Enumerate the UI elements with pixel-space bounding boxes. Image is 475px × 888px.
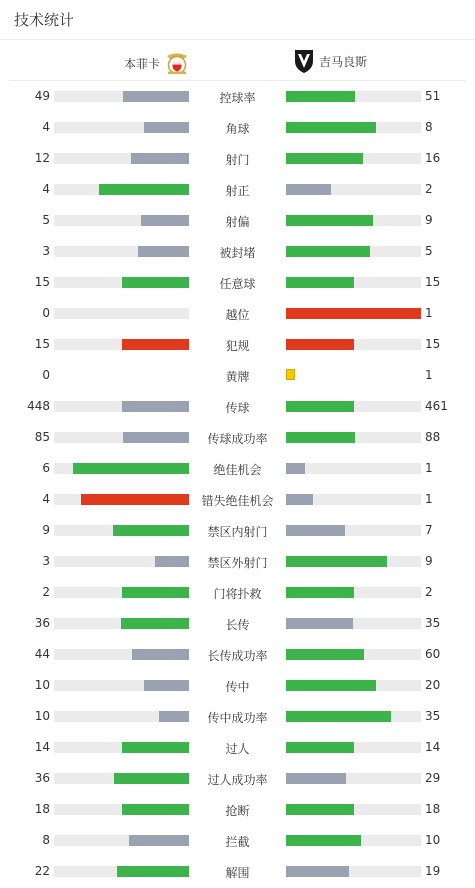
stat-label: 门将扑救 — [213, 587, 262, 601]
home-value: 9 — [42, 523, 50, 537]
home-value: 6 — [42, 461, 50, 475]
away-bar-fill — [286, 401, 354, 412]
away-bar-track — [286, 649, 421, 660]
away-value: 29 — [425, 771, 441, 785]
away-bar-fill — [286, 835, 361, 846]
away-value: 14 — [425, 740, 441, 754]
team-header — [9, 40, 466, 81]
away-bar-fill — [286, 246, 370, 257]
away-bar-fill — [286, 339, 354, 350]
away-value: 2 — [425, 585, 433, 599]
stat-label: 角球 — [225, 122, 250, 136]
home-bar-track — [54, 711, 189, 722]
home-bar-track — [54, 587, 189, 598]
stat-row — [0, 236, 475, 267]
stat-row — [0, 453, 475, 484]
away-value: 1 — [425, 306, 433, 320]
stat-row — [0, 143, 475, 174]
home-bar-fill — [113, 525, 189, 536]
home-bar-fill — [123, 432, 189, 443]
home-value: 10 — [34, 678, 50, 692]
benfica-crest-icon — [164, 50, 190, 76]
away-value: 2 — [425, 182, 433, 196]
stat-label: 错失绝佳机会 — [201, 494, 274, 508]
away-bar-track — [286, 246, 421, 257]
away-value: 9 — [425, 213, 433, 227]
stat-row — [0, 360, 475, 391]
home-value: 36 — [34, 771, 50, 785]
away-value: 1 — [425, 492, 433, 506]
away-bar-fill — [286, 184, 331, 195]
home-value: 44 — [34, 647, 50, 661]
home-bar-track — [54, 804, 189, 815]
home-bar-track — [54, 91, 189, 102]
home-bar-fill — [122, 742, 190, 753]
away-value: 35 — [425, 709, 441, 723]
home-bar-track — [54, 432, 189, 443]
away-bar-track — [286, 711, 421, 722]
stat-label: 抢断 — [225, 804, 250, 818]
home-bar-fill — [122, 804, 190, 815]
stat-row — [0, 670, 475, 701]
home-bar-track — [54, 122, 189, 133]
stat-label: 控球率 — [219, 91, 256, 105]
home-bar-fill — [99, 184, 189, 195]
home-value: 4 — [42, 120, 50, 134]
away-bar-fill — [286, 866, 349, 877]
home-value: 3 — [42, 244, 50, 258]
home-value: 49 — [34, 89, 50, 103]
stat-row — [0, 422, 475, 453]
home-bar-fill — [123, 91, 189, 102]
away-value: 461 — [425, 399, 448, 413]
away-value: 1 — [425, 368, 433, 382]
away-value: 20 — [425, 678, 441, 692]
home-bar-fill — [138, 246, 189, 257]
home-bar-fill — [117, 866, 189, 877]
away-bar-track — [286, 773, 421, 784]
home-value: 4 — [42, 182, 50, 196]
home-bar-fill — [81, 494, 189, 505]
home-team[interactable] — [124, 50, 190, 76]
away-value: 7 — [425, 523, 433, 537]
home-bar-track — [54, 773, 189, 784]
home-bar-track — [54, 525, 189, 536]
away-bar-fill — [286, 711, 391, 722]
home-bar-fill — [144, 680, 189, 691]
home-bar-track — [54, 463, 189, 474]
away-bar-track — [286, 401, 421, 412]
home-value: 0 — [42, 306, 50, 320]
away-bar-fill — [286, 804, 354, 815]
stat-label: 传中 — [225, 680, 250, 694]
stat-label: 射正 — [225, 184, 250, 198]
away-bar-track — [286, 866, 421, 877]
home-bar-track — [54, 866, 189, 877]
away-bar-track — [286, 587, 421, 598]
away-bar-fill — [286, 432, 355, 443]
vitoria-guimaraes-crest-icon — [294, 48, 314, 74]
yellow-card-icon — [286, 369, 295, 380]
stat-label: 过人 — [225, 742, 250, 756]
home-bar-fill — [159, 711, 189, 722]
away-bar-fill — [286, 91, 355, 102]
stat-label: 绝佳机会 — [213, 463, 262, 477]
away-team-name: 吉马良斯 — [319, 54, 368, 69]
stat-row — [0, 577, 475, 608]
home-bar-track — [54, 246, 189, 257]
away-value: 16 — [425, 151, 441, 165]
stat-label: 射门 — [225, 153, 250, 167]
away-value: 5 — [425, 244, 433, 258]
away-value: 60 — [425, 647, 441, 661]
stat-row — [0, 608, 475, 639]
away-bar-fill — [286, 525, 345, 536]
away-bar-track — [286, 835, 421, 846]
stat-row — [0, 391, 475, 422]
away-value: 10 — [425, 833, 441, 847]
home-bar-fill — [122, 401, 189, 412]
stat-label: 长传成功率 — [207, 649, 268, 663]
away-bar-track — [286, 494, 421, 505]
home-bar-track — [54, 742, 189, 753]
away-bar-track — [286, 91, 421, 102]
home-bar-fill — [129, 835, 189, 846]
home-value: 15 — [34, 275, 50, 289]
away-value: 15 — [425, 275, 441, 289]
away-bar-track — [286, 215, 421, 226]
away-value: 88 — [425, 430, 441, 444]
away-bar-track — [286, 122, 421, 133]
home-value: 448 — [27, 399, 50, 413]
away-value: 51 — [425, 89, 441, 103]
stat-label: 被封堵 — [219, 246, 256, 260]
home-value: 10 — [34, 709, 50, 723]
away-bar-fill — [286, 618, 353, 629]
home-value: 12 — [34, 151, 50, 165]
home-value: 0 — [42, 368, 50, 382]
home-value: 22 — [34, 864, 50, 878]
away-value: 8 — [425, 120, 433, 134]
home-value: 15 — [34, 337, 50, 351]
away-bar-fill — [286, 494, 313, 505]
stat-row — [0, 174, 475, 205]
home-bar-track — [54, 215, 189, 226]
away-bar-track — [286, 432, 421, 443]
away-bar-fill — [286, 277, 354, 288]
away-bar-fill — [286, 742, 354, 753]
stat-label: 过人成功率 — [207, 773, 268, 787]
home-value: 5 — [42, 213, 50, 227]
home-value: 14 — [34, 740, 50, 754]
away-value: 18 — [425, 802, 441, 816]
stat-row — [0, 205, 475, 236]
home-bar-fill — [122, 587, 190, 598]
away-bar-track — [286, 308, 421, 319]
away-value: 9 — [425, 554, 433, 568]
stat-label: 禁区外射门 — [207, 556, 268, 570]
away-bar-fill — [286, 773, 346, 784]
home-bar-track — [54, 618, 189, 629]
stat-row — [0, 267, 475, 298]
home-bar-track — [54, 649, 189, 660]
home-bar-fill — [132, 649, 189, 660]
home-value: 2 — [42, 585, 50, 599]
home-bar-fill — [73, 463, 189, 474]
home-value: 3 — [42, 554, 50, 568]
stat-label: 传球成功率 — [207, 432, 268, 446]
away-bar-fill — [286, 308, 421, 319]
away-bar-track — [286, 463, 421, 474]
stat-label: 犯规 — [225, 339, 250, 353]
away-bar-fill — [286, 215, 373, 226]
stat-label: 长传 — [225, 618, 250, 632]
home-bar-track — [54, 835, 189, 846]
home-bar-track — [54, 153, 189, 164]
away-bar-track — [286, 742, 421, 753]
away-value: 1 — [425, 461, 433, 475]
away-value: 15 — [425, 337, 441, 351]
home-bar-track — [54, 556, 189, 567]
stat-row — [0, 298, 475, 329]
home-bar-fill — [121, 618, 189, 629]
stat-label: 传中成功率 — [207, 711, 268, 725]
stat-row — [0, 856, 475, 887]
stat-label: 射偏 — [225, 215, 250, 229]
home-bar-track — [54, 308, 189, 319]
home-bar-track — [54, 277, 189, 288]
home-value: 4 — [42, 492, 50, 506]
home-bar-track — [54, 339, 189, 350]
away-bar-track — [286, 153, 421, 164]
away-bar-track — [286, 339, 421, 350]
away-bar-track — [286, 804, 421, 815]
away-bar-fill — [286, 587, 354, 598]
stat-label: 任意球 — [219, 277, 256, 291]
stat-row — [0, 794, 475, 825]
home-value: 18 — [34, 802, 50, 816]
home-bar-fill — [155, 556, 189, 567]
away-bar-fill — [286, 153, 363, 164]
away-bar-track — [286, 525, 421, 536]
stat-label: 越位 — [225, 308, 250, 322]
stat-row — [0, 329, 475, 360]
away-bar-track — [286, 184, 421, 195]
away-bar-fill — [286, 122, 376, 133]
stat-row — [0, 825, 475, 856]
page-header — [0, 0, 475, 40]
stat-row — [0, 484, 475, 515]
away-bar-fill — [286, 649, 364, 660]
stat-row — [0, 639, 475, 670]
away-bar-track — [286, 680, 421, 691]
stat-row — [0, 701, 475, 732]
home-bar-fill — [144, 122, 189, 133]
stat-row — [0, 515, 475, 546]
home-value: 8 — [42, 833, 50, 847]
away-value: 35 — [425, 616, 441, 630]
stat-label: 传球 — [225, 401, 250, 415]
home-bar-fill — [114, 773, 189, 784]
stat-row — [0, 112, 475, 143]
stat-label: 拦截 — [225, 835, 250, 849]
away-bar-track — [286, 556, 421, 567]
stat-label: 黄牌 — [225, 370, 250, 384]
stat-row — [0, 546, 475, 577]
page-title: 技术统计 — [14, 11, 75, 29]
stat-row — [0, 81, 475, 112]
home-bar-fill — [141, 215, 189, 226]
away-bar-track — [286, 277, 421, 288]
stat-label: 解围 — [225, 866, 250, 880]
home-bar-track — [54, 680, 189, 691]
away-bar-fill — [286, 680, 376, 691]
away-team[interactable] — [294, 48, 367, 74]
home-bar-fill — [122, 339, 190, 350]
home-bar-fill — [131, 153, 189, 164]
home-bar-fill — [122, 277, 190, 288]
stat-row — [0, 763, 475, 794]
home-value: 36 — [34, 616, 50, 630]
stat-label: 禁区内射门 — [207, 525, 268, 539]
away-bar-fill — [286, 463, 305, 474]
away-bar-fill — [286, 556, 387, 567]
home-bar-track — [54, 184, 189, 195]
home-team-name: 本菲卡 — [124, 56, 161, 71]
stat-row — [0, 732, 475, 763]
home-value: 85 — [34, 430, 50, 444]
away-value: 19 — [425, 864, 441, 878]
home-bar-track — [54, 494, 189, 505]
home-bar-track — [54, 401, 189, 412]
stats-list — [0, 81, 475, 887]
away-bar-track — [286, 618, 421, 629]
